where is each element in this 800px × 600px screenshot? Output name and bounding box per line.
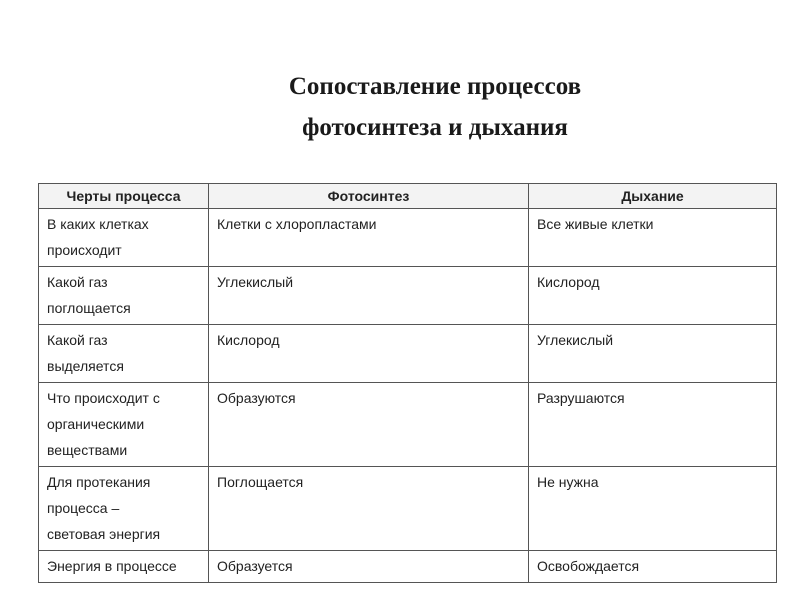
header-features: Черты процесса bbox=[39, 184, 209, 209]
feature-line: процесса – bbox=[47, 500, 120, 516]
header-photosynthesis: Фотосинтез bbox=[209, 184, 529, 209]
table-row bbox=[39, 209, 777, 267]
table-row bbox=[39, 383, 777, 467]
feature-line: выделяется bbox=[47, 358, 124, 374]
respiration-cell: Кислород bbox=[529, 267, 777, 325]
respiration-cell: Не нужна bbox=[529, 467, 777, 551]
comparison-table bbox=[38, 183, 777, 583]
respiration-cell: Разрушаются bbox=[529, 383, 777, 467]
feature-line: В каких клетках bbox=[47, 216, 149, 232]
feature-cell bbox=[39, 551, 209, 583]
feature-cell bbox=[39, 325, 209, 383]
table-row bbox=[39, 267, 777, 325]
feature-line: веществами bbox=[47, 442, 128, 458]
respiration-cell: Углекислый bbox=[529, 325, 777, 383]
title-line-2: фотосинтеза и дыхания bbox=[302, 114, 568, 141]
feature-line: Какой газ bbox=[47, 274, 108, 290]
feature-cell bbox=[39, 209, 209, 267]
feature-line: световая энергия bbox=[47, 526, 161, 542]
photosynthesis-cell: Кислород bbox=[209, 325, 529, 383]
feature-line: поглощается bbox=[47, 300, 131, 316]
feature-line: Энергия в процессе bbox=[47, 558, 177, 574]
photosynthesis-cell: Образуется bbox=[209, 551, 529, 583]
respiration-cell: Все живые клетки bbox=[529, 209, 777, 267]
feature-cell bbox=[39, 267, 209, 325]
photosynthesis-cell: Клетки с хлоропластами bbox=[209, 209, 529, 267]
feature-cell bbox=[39, 467, 209, 551]
feature-line: Для протекания bbox=[47, 474, 151, 490]
title-line-1: Сопоставление процессов bbox=[288, 73, 582, 100]
table-row bbox=[39, 551, 777, 583]
photosynthesis-cell: Поглощается bbox=[209, 467, 529, 551]
slide-title bbox=[120, 66, 750, 148]
feature-cell bbox=[39, 383, 209, 467]
table-row bbox=[39, 467, 777, 551]
photosynthesis-cell: Углекислый bbox=[209, 267, 529, 325]
feature-line: Какой газ bbox=[47, 332, 108, 348]
table-header-row bbox=[39, 184, 777, 209]
feature-line: органическими bbox=[47, 416, 145, 432]
respiration-cell: Освобождается bbox=[529, 551, 777, 583]
header-respiration: Дыхание bbox=[529, 184, 777, 209]
photosynthesis-cell: Образуются bbox=[209, 383, 529, 467]
table-row bbox=[39, 325, 777, 383]
feature-line: Что происходит с bbox=[47, 390, 160, 406]
feature-line: происходит bbox=[47, 242, 122, 258]
